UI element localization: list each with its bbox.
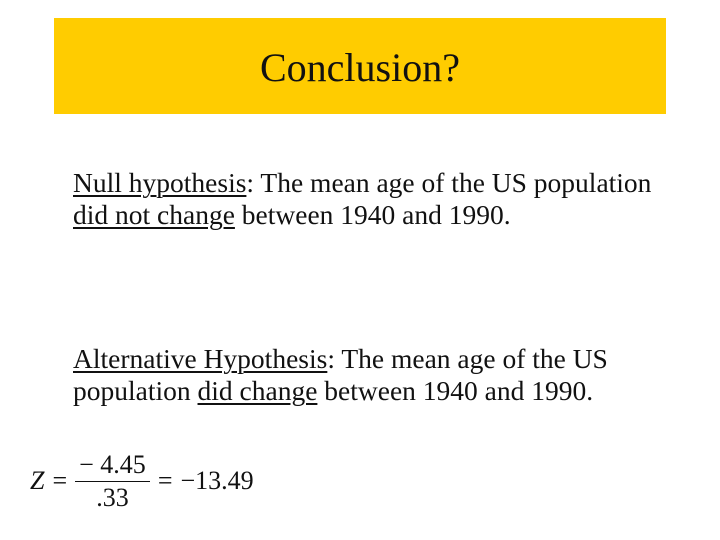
alternative-hypothesis-label: Alternative Hypothesis: [73, 343, 328, 374]
formula-variable: Z: [30, 466, 45, 495]
alternative-hypothesis-emphasis: did change: [197, 375, 318, 406]
slide-title: Conclusion?: [260, 45, 460, 90]
alternative-hypothesis-text-1: : The mean age of the US population: [73, 343, 608, 406]
null-hypothesis-emphasis: did not change: [73, 199, 235, 230]
null-hypothesis-label: Null hypothesis: [73, 167, 247, 198]
alternative-hypothesis-paragraph: [73, 343, 673, 407]
null-hypothesis-paragraph: [73, 167, 673, 231]
formula-result: −13.49: [180, 466, 254, 495]
null-hypothesis-text-2: between 1940 and 1990.: [234, 199, 511, 230]
formula-equals-sign-2: =: [157, 466, 173, 495]
null-hypothesis-text-1: : The mean age of the US population: [246, 167, 652, 198]
formula-fraction: [75, 449, 150, 512]
formula-equals-sign: =: [52, 466, 68, 495]
alternative-hypothesis-text-2: between 1940 and 1990.: [317, 375, 594, 406]
title-banner: [54, 18, 666, 114]
formula-numerator: − 4.45: [75, 452, 150, 482]
z-score-formula: [30, 448, 254, 514]
formula-denominator: .33: [96, 482, 129, 512]
